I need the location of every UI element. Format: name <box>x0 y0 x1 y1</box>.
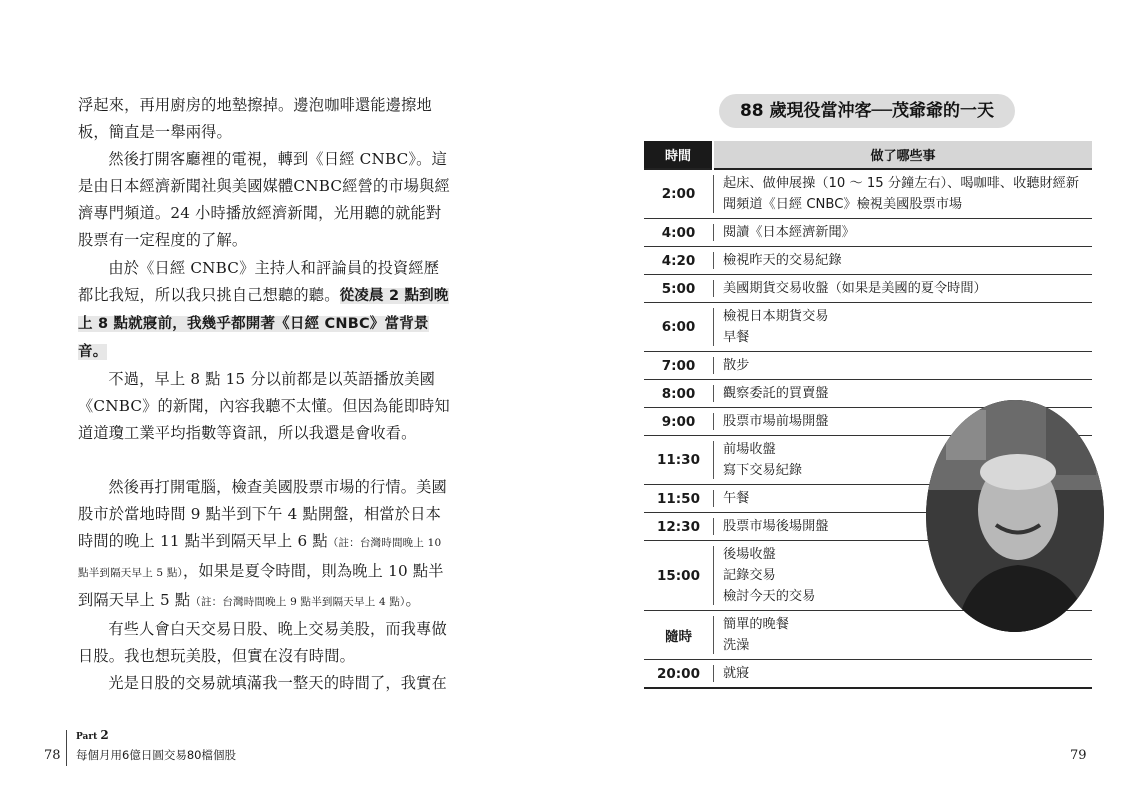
part-label <box>76 728 109 742</box>
paragraph-4: 不過，早上 8 點 15 分以前都是以英語播放美國《CNBC》的新聞，內容我聽不太懂。但因為能即時知道道瓊工業平均指數等資訊，所以我還是會收看。 <box>78 369 450 443</box>
activity-line: 檢視日本期貨交易 <box>723 309 829 324</box>
paragraph-5-text-b: ，如果是夏令時間，則為晚上 10 點半到隔天早上 5 點 <box>78 561 444 609</box>
highlighted-sentence: 從凌晨 2 點到晚上 8 點就寢前，我幾乎都開著《日經 CNBC》當背景音。 <box>78 287 449 360</box>
schedule-time: 11:50 <box>644 485 713 513</box>
schedule-time: 6:00 <box>644 303 713 352</box>
header-activity: 做了哪些事 <box>713 141 1092 169</box>
paragraph-3-text: 由於《日經 CNBC》主持人和評論員的投資經歷都比我短，所以我只挑自己想聽的聽。 <box>78 258 440 304</box>
schedule-activity <box>713 169 1092 219</box>
activity-line: 前場收盤 <box>723 442 776 457</box>
activity-line: 股票市場前場開盤 <box>723 414 829 429</box>
paragraph-6: 有些人會白天交易日股、晚上交易美股，而我專做日股。我也想玩美股，但實在沒有時間。 <box>78 619 447 665</box>
schedule-activity <box>713 219 1092 247</box>
table-row <box>644 352 1092 380</box>
paragraph-5-text-a: 然後再打開電腦，檢查美國股票市場的行情。美國股市於當地時間 9 點半到下午 4 點開盤，相當於日本時間的晚上 11 點半到隔天早上 6 點 <box>78 478 447 551</box>
activity-line: 記錄交易 <box>723 568 776 583</box>
schedule-time: 8:00 <box>644 380 713 408</box>
paragraph-1: 浮起來，再用廚房的地墊擦掉。邊泡咖啡還能邊擦地板，簡直是一舉兩得。 <box>78 96 432 142</box>
schedule-activity <box>713 660 1092 689</box>
schedule-time: 7:00 <box>644 352 713 380</box>
activity-line: 洗澡 <box>723 638 750 653</box>
paragraph-5-text-c: 。 <box>405 590 421 609</box>
paragraph-gap <box>78 447 450 474</box>
footnote-taiwan-time-2: （註：台灣時間晚上 9 點半到隔天早上 4 點） <box>190 595 406 608</box>
part-number: 2 <box>100 728 109 742</box>
schedule-time: 5:00 <box>644 275 713 303</box>
paragraph-7: 光是日股的交易就填滿我一整天的時間了，我實在 <box>108 673 447 692</box>
activity-line: 後場收盤 <box>723 547 776 562</box>
schedule-time: 4:20 <box>644 247 713 275</box>
paragraph-5 <box>78 474 450 615</box>
activity-line: 股票市場後場開盤 <box>723 519 829 534</box>
schedule-time: 9:00 <box>644 408 713 436</box>
activity-line: 午餐 <box>723 491 750 506</box>
table-row <box>644 303 1092 352</box>
activity-line: 寫下交易紀錄 <box>723 463 803 478</box>
schedule-activity <box>713 352 1092 380</box>
schedule-time: 11:30 <box>644 436 713 485</box>
schedule-time: 20:00 <box>644 660 713 689</box>
schedule-activity <box>713 275 1092 303</box>
schedule-time: 12:30 <box>644 513 713 541</box>
table-row <box>644 169 1092 219</box>
portrait-illustration <box>926 400 1104 632</box>
schedule-time: 隨時 <box>644 611 713 660</box>
schedule-activity <box>713 303 1092 352</box>
table-row <box>644 219 1092 247</box>
activity-line: 就寢 <box>723 666 750 681</box>
activity-line: 檢討今天的交易 <box>723 589 816 604</box>
footer-divider <box>66 730 67 766</box>
running-book-title: 每個月用6億日圓交易80檔個股 <box>76 748 236 762</box>
schedule-time: 15:00 <box>644 541 713 611</box>
left-page-body <box>78 92 450 697</box>
portrait-photo <box>926 400 1104 632</box>
activity-line: 觀察委託的買賣盤 <box>723 386 829 401</box>
activity-line: 檢視昨天的交易紀錄 <box>723 253 842 268</box>
page-number-left: 78 <box>44 748 61 763</box>
paragraph-2: 然後打開客廳裡的電視，轉到《日經 CNBC》。這是由日本經濟新聞社與美國媒體CNBC經營的市場與經濟專門頻道。24 小時播放經濟新聞，光用聽的就能對股票有一定程度的了解。 <box>78 150 450 250</box>
schedule-time: 4:00 <box>644 219 713 247</box>
activity-line: 散步 <box>723 358 750 373</box>
schedule-title: 88 歲現役當沖客──茂爺爺的一天 <box>719 94 1015 128</box>
left-footer <box>44 728 364 768</box>
activity-line: 簡單的晚餐 <box>723 617 789 632</box>
activity-line: 早餐 <box>723 330 750 345</box>
table-row <box>644 275 1092 303</box>
schedule-activity <box>713 247 1092 275</box>
table-row <box>644 247 1092 275</box>
activity-line: 聞頻道《日經 CNBC》檢視美國股票市場 <box>723 197 963 212</box>
activity-line: 起床、做伸展操（10 ～ 15 分鐘左右）、喝咖啡、收聽財經新 <box>723 176 1080 191</box>
header-time: 時間 <box>644 141 713 169</box>
activity-line: 美國期貨交易收盤（如果是美國的夏令時間） <box>723 281 987 296</box>
page-number-right: 79 <box>1070 748 1087 763</box>
footnote-taiwan-time-1: （註：台灣時間晚上 10 點半到隔天早上 5 點） <box>78 537 442 579</box>
table-header-row <box>644 141 1092 169</box>
paragraph-3 <box>78 255 450 366</box>
activity-line: 閱讀《日本經濟新聞》 <box>723 225 855 240</box>
part-prefix: Part <box>76 732 98 742</box>
schedule-time: 2:00 <box>644 169 713 219</box>
table-row <box>644 660 1092 689</box>
